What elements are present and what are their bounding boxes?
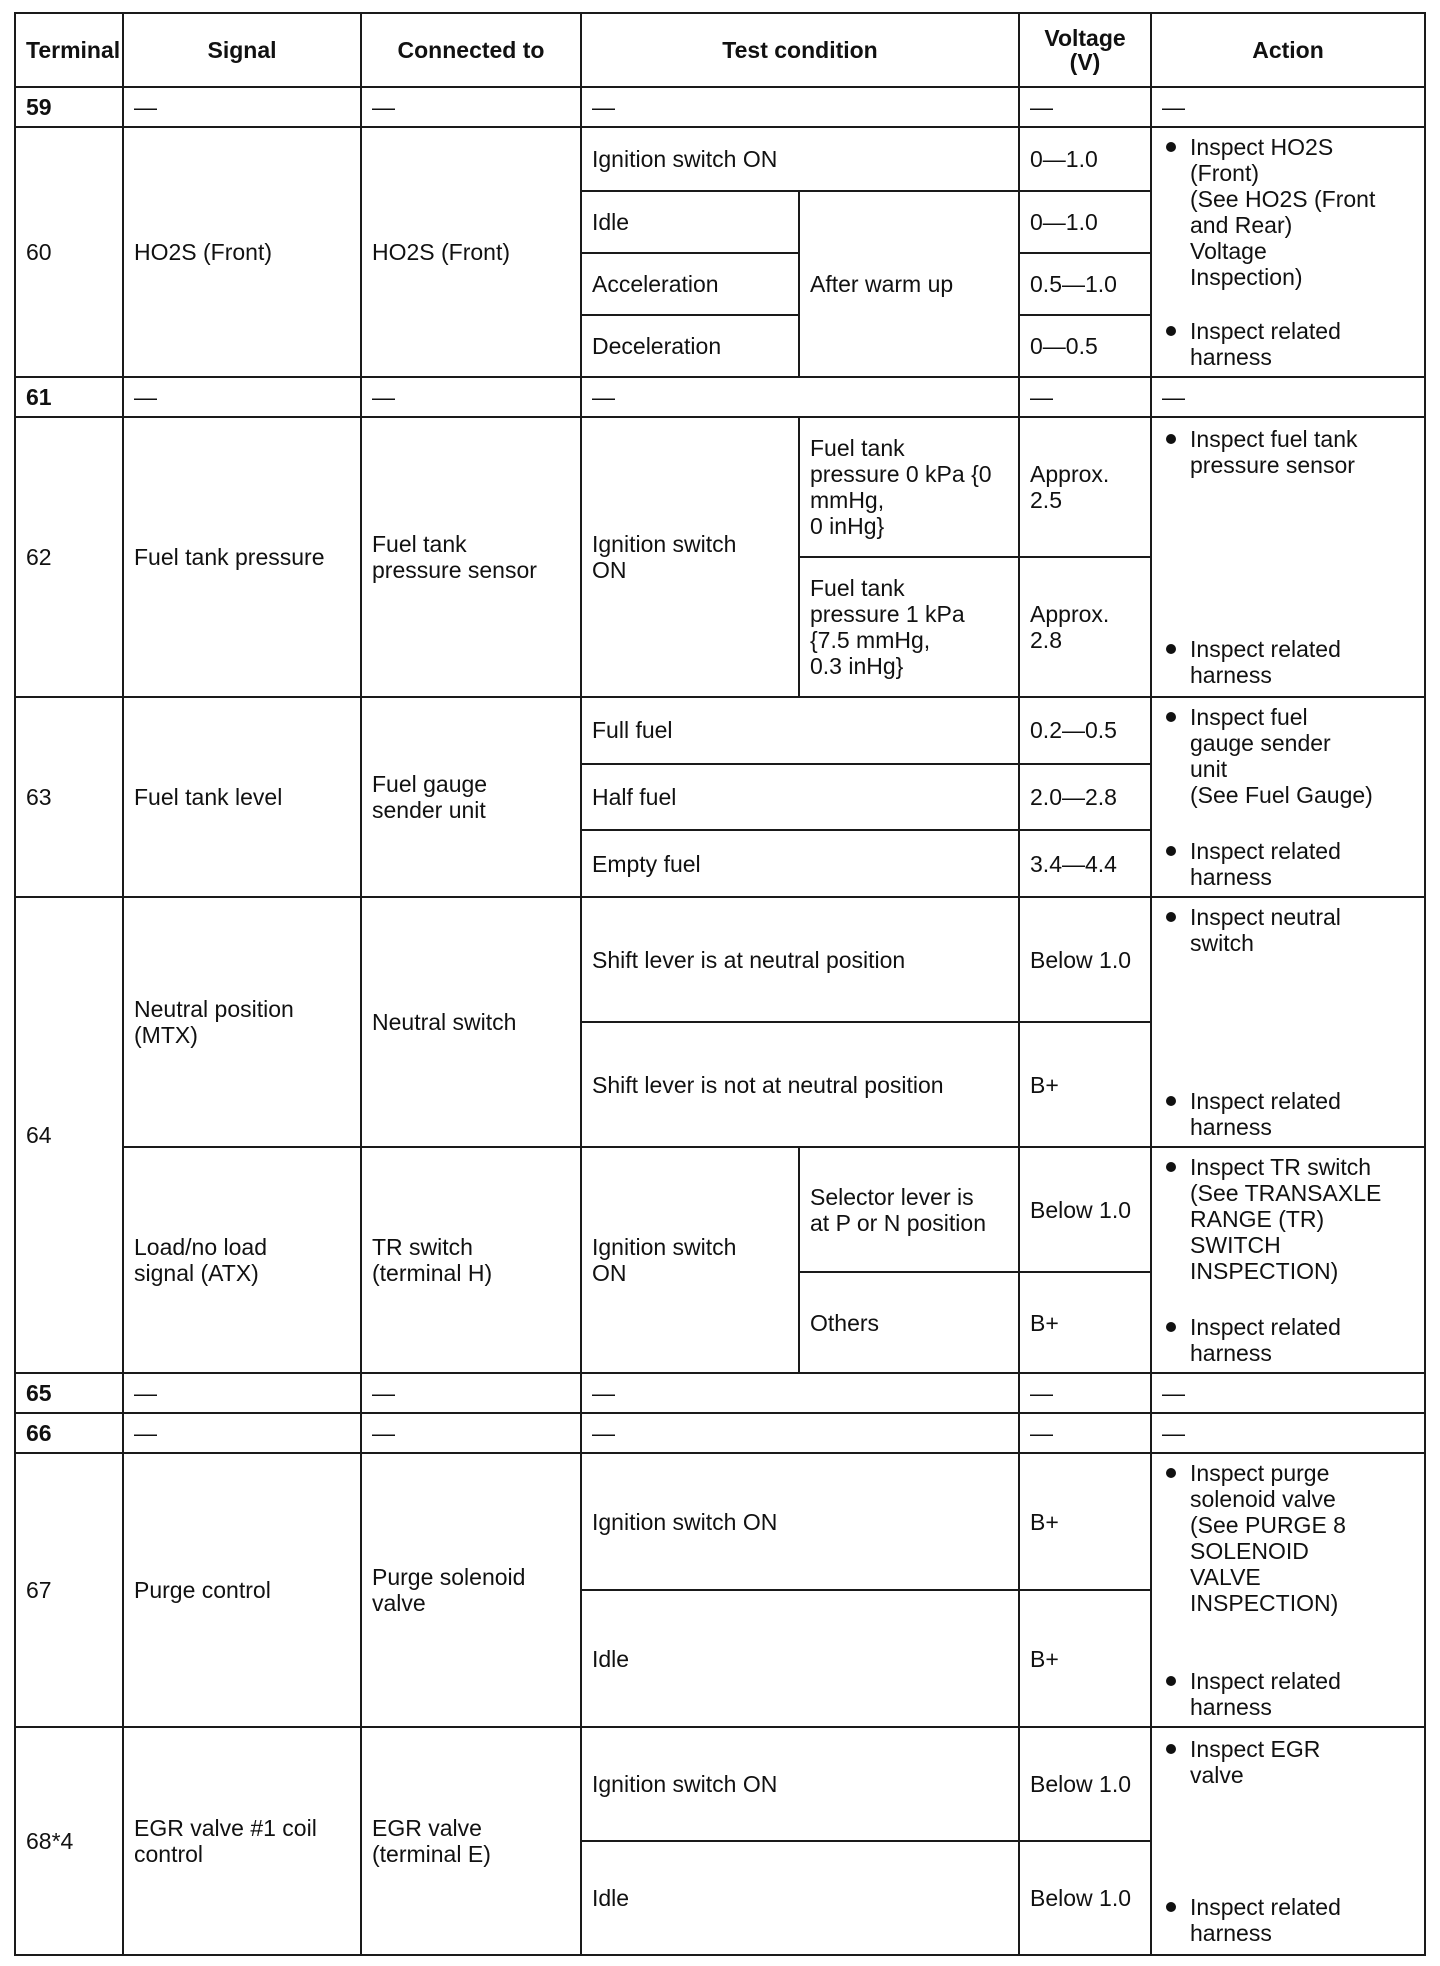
action-cell: [1151, 1147, 1425, 1373]
table-row-62: [15, 417, 1425, 557]
terminal-cell: 65: [15, 1373, 123, 1413]
test-condition-cell: Full fuel: [581, 697, 1019, 764]
test-condition-cell: Ignition switch ON: [581, 417, 799, 697]
connected-cell: TR switch (terminal H): [361, 1147, 581, 1373]
table-row-67: [15, 1453, 1425, 1590]
voltage-cell: 3.4—4.4: [1019, 830, 1151, 897]
voltage-cell: 0—1.0: [1019, 127, 1151, 191]
signal-cell: Purge control: [123, 1453, 361, 1727]
table-row-68: [15, 1727, 1425, 1841]
bullet-icon: [1166, 1096, 1176, 1106]
action-item: Inspect TR switch (See TRANSAXLE RANGE (TR) SWITCH INSPECTION): [1162, 1154, 1414, 1284]
test-condition-cell: Acceleration: [581, 253, 799, 315]
action-cell: [1151, 127, 1425, 377]
voltage-cell: Below 1.0: [1019, 897, 1151, 1022]
signal-cell: Fuel tank pressure: [123, 417, 361, 697]
header-signal: Signal: [123, 13, 361, 87]
voltage-cell: B+: [1019, 1590, 1151, 1727]
action-cell: [1151, 417, 1425, 697]
action-item: Inspect related harness: [1162, 636, 1414, 688]
bullet-icon: [1166, 1744, 1176, 1754]
signal-cell: EGR valve #1 coil control: [123, 1727, 361, 1955]
bullet-icon: [1166, 326, 1176, 336]
test-condition-cell: Empty fuel: [581, 830, 1019, 897]
header-row: [15, 13, 1425, 87]
test-condition-cell: Ignition switch ON: [581, 1727, 1019, 1841]
connected-cell: Fuel gauge sender unit: [361, 697, 581, 897]
table-row-59: [15, 87, 1425, 127]
test-condition-cell: Deceleration: [581, 315, 799, 377]
header-voltage: Voltage (V): [1019, 13, 1151, 87]
dash-cell: —: [581, 377, 1019, 417]
voltage-cell: Below 1.0: [1019, 1727, 1151, 1841]
test-subcondition-cell: Fuel tank pressure 1 kPa {7.5 mmHg, 0.3 inHg}: [799, 557, 1019, 697]
voltage-cell: B+: [1019, 1453, 1151, 1590]
dash-cell: —: [1019, 377, 1151, 417]
action-item: Inspect fuel tank pressure sensor: [1162, 426, 1414, 478]
bullet-icon: [1166, 846, 1176, 856]
table-row-65: [15, 1373, 1425, 1413]
signal-cell: Neutral position (MTX): [123, 897, 361, 1147]
dash-cell: —: [1151, 1373, 1425, 1413]
dash-cell: —: [123, 87, 361, 127]
bullet-icon: [1166, 1322, 1176, 1332]
test-condition-cell: Ignition switch ON: [581, 1147, 799, 1373]
action-item: Inspect related harness: [1162, 1314, 1414, 1366]
dash-cell: —: [581, 1413, 1019, 1453]
voltage-cell: B+: [1019, 1022, 1151, 1147]
test-condition-cell: Ignition switch ON: [581, 1453, 1019, 1590]
dash-cell: —: [1151, 1413, 1425, 1453]
action-item: Inspect related harness: [1162, 1668, 1414, 1720]
action-item: Inspect fuel gauge sender unit (See Fuel Gauge): [1162, 704, 1414, 808]
terminal-cell: 67: [15, 1453, 123, 1727]
header-test-condition: Test condition: [581, 13, 1019, 87]
voltage-cell: 2.0—2.8: [1019, 764, 1151, 831]
signal-cell: Fuel tank level: [123, 697, 361, 897]
voltage-cell: 0—1.0: [1019, 191, 1151, 253]
table-row-60: [15, 127, 1425, 191]
connected-cell: HO2S (Front): [361, 127, 581, 377]
dash-cell: —: [1019, 1373, 1151, 1413]
dash-cell: —: [361, 377, 581, 417]
voltage-cell: Below 1.0: [1019, 1841, 1151, 1955]
terminal-cell: 59: [15, 87, 123, 127]
signal-cell: Load/no load signal (ATX): [123, 1147, 361, 1373]
connected-cell: EGR valve (terminal E): [361, 1727, 581, 1955]
table-row-64-mtx: [15, 897, 1425, 1022]
dash-cell: —: [123, 1413, 361, 1453]
test-condition-cell: Ignition switch ON: [581, 127, 1019, 191]
test-condition-cell: After warm up: [799, 191, 1019, 377]
connected-cell: Neutral switch: [361, 897, 581, 1147]
bullet-icon: [1166, 912, 1176, 922]
header-action: Action: [1151, 13, 1425, 87]
terminal-cell: 63: [15, 697, 123, 897]
test-condition-cell: Shift lever is not at neutral position: [581, 1022, 1019, 1147]
terminal-cell: 68*4: [15, 1727, 123, 1955]
terminal-cell: 64: [15, 897, 123, 1373]
test-condition-cell: Idle: [581, 191, 799, 253]
bullet-icon: [1166, 434, 1176, 444]
test-condition-cell: Half fuel: [581, 764, 1019, 831]
voltage-cell: 0—0.5: [1019, 315, 1151, 377]
voltage-cell: Approx. 2.8: [1019, 557, 1151, 697]
action-cell: [1151, 697, 1425, 897]
dash-cell: —: [123, 377, 361, 417]
voltage-cell: 0.2—0.5: [1019, 697, 1151, 764]
bullet-icon: [1166, 644, 1176, 654]
test-subcondition-cell: Fuel tank pressure 0 kPa {0 mmHg, 0 inHg}: [799, 417, 1019, 557]
dash-cell: —: [1151, 87, 1425, 127]
dash-cell: —: [581, 1373, 1019, 1413]
action-item: Inspect related harness: [1162, 838, 1414, 890]
table-row-63: [15, 697, 1425, 764]
connected-cell: Purge solenoid valve: [361, 1453, 581, 1727]
test-subcondition-cell: Selector lever is at P or N position: [799, 1147, 1019, 1272]
action-item: Inspect HO2S (Front) (See HO2S (Front and Rear) Voltage Inspection): [1162, 134, 1414, 290]
action-item: Inspect related harness: [1162, 1088, 1414, 1140]
test-condition-cell: Idle: [581, 1841, 1019, 1955]
action-cell: [1151, 1453, 1425, 1727]
terminal-voltage-table: [14, 12, 1426, 1956]
voltage-cell: Approx. 2.5: [1019, 417, 1151, 557]
dash-cell: —: [1019, 1413, 1151, 1453]
terminal-cell: 66: [15, 1413, 123, 1453]
terminal-voltage-table-page: [14, 12, 1424, 1956]
terminal-cell: 60: [15, 127, 123, 377]
action-item: Inspect EGR valve: [1162, 1736, 1414, 1788]
bullet-icon: [1166, 1468, 1176, 1478]
action-item: Inspect related harness: [1162, 1894, 1414, 1946]
header-terminal: Terminal: [15, 13, 123, 87]
action-cell: [1151, 1727, 1425, 1955]
action-item: Inspect related harness: [1162, 318, 1414, 370]
action-item: Inspect neutral switch: [1162, 904, 1414, 956]
dash-cell: —: [1151, 377, 1425, 417]
terminal-cell: 62: [15, 417, 123, 697]
action-item: Inspect purge solenoid valve (See PURGE 8 SOLENOID VALVE INSPECTION): [1162, 1460, 1414, 1616]
test-subcondition-cell: Others: [799, 1272, 1019, 1373]
table-row-66: [15, 1413, 1425, 1453]
dash-cell: —: [581, 87, 1019, 127]
connected-cell: Fuel tank pressure sensor: [361, 417, 581, 697]
voltage-cell: B+: [1019, 1272, 1151, 1373]
table-row-61: [15, 377, 1425, 417]
signal-cell: HO2S (Front): [123, 127, 361, 377]
action-cell: [1151, 897, 1425, 1147]
bullet-icon: [1166, 1902, 1176, 1912]
bullet-icon: [1166, 1162, 1176, 1172]
voltage-cell: Below 1.0: [1019, 1147, 1151, 1272]
dash-cell: —: [1019, 87, 1151, 127]
terminal-cell: 61: [15, 377, 123, 417]
test-condition-cell: Shift lever is at neutral position: [581, 897, 1019, 1022]
bullet-icon: [1166, 1676, 1176, 1686]
dash-cell: —: [361, 1413, 581, 1453]
voltage-cell: 0.5—1.0: [1019, 253, 1151, 315]
bullet-icon: [1166, 142, 1176, 152]
bullet-icon: [1166, 712, 1176, 722]
header-connected-to: Connected to: [361, 13, 581, 87]
table-row-64-atx: [15, 1147, 1425, 1272]
dash-cell: —: [123, 1373, 361, 1413]
dash-cell: —: [361, 87, 581, 127]
test-condition-cell: Idle: [581, 1590, 1019, 1727]
dash-cell: —: [361, 1373, 581, 1413]
